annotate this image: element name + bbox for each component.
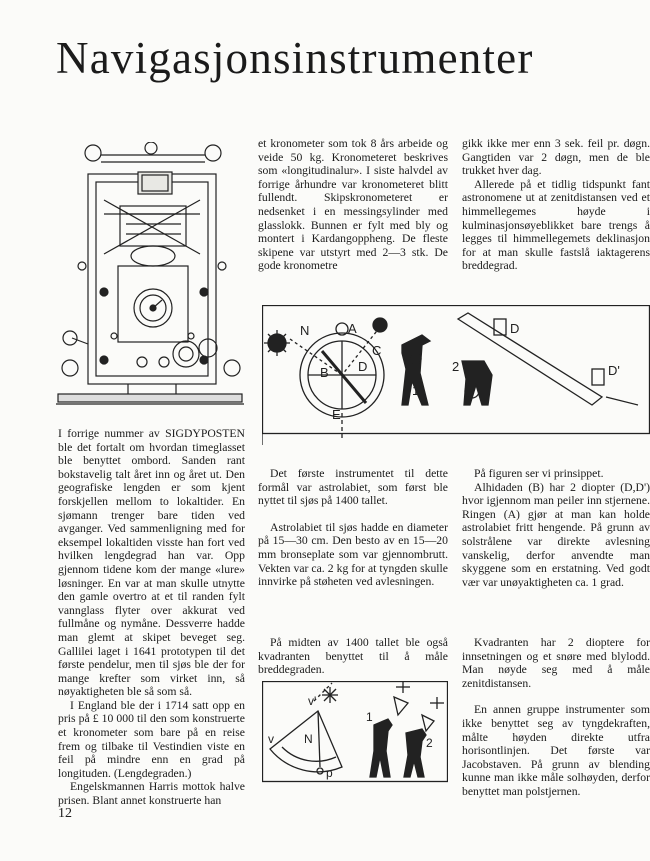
- star-icon: [322, 687, 338, 703]
- figure-label: v': [308, 694, 317, 708]
- text-column-3-low: [462, 636, 650, 799]
- paragraph: Det første instrumentet til dette formål var astrolabiet, som først ble nyttet til sjøs på 1400 tallet.: [258, 467, 448, 508]
- paragraph: På midten av 1400 tallet ble også kvadranten benyttet til å måle breddegraden.: [258, 636, 448, 677]
- text-column-3-mid: [462, 467, 650, 589]
- paragraph: Engelskmannen Harris mottok halve prisen. Blant annet konstruerte han: [58, 780, 245, 808]
- figure-label: D: [510, 321, 520, 336]
- figure-label: D': [608, 363, 620, 378]
- figure-label: N: [300, 323, 310, 338]
- star-icon: [430, 697, 444, 709]
- text-column-2-top: [258, 137, 448, 273]
- text-column-3-top: [462, 137, 650, 273]
- chronometer-illustration: [56, 142, 244, 408]
- paragraph: gikk ikke mer enn 3 sek. feil pr. døgn. Gangtiden var 2 døgn, men de ble trukket hver dag.: [462, 137, 650, 178]
- figure-label: 2: [452, 359, 460, 374]
- figure-label: 1: [366, 710, 373, 724]
- paragraph: Allerede på et tidlig tidspunkt fant astronomene ut at zenitdistansen ved et himmellegemes høyde i kulminasjonsøyeblikket bare trengs å legges til himmellegemets deklinasjon for at man skulle fastslå iaktagerens breddegrad.: [462, 177, 650, 273]
- figure-label: N: [304, 732, 313, 746]
- text-column-2-mid: [258, 467, 448, 589]
- star-icon: [396, 681, 410, 693]
- paragraph: et kronometer som tok 8 års arbeide og veide 50 kg. Kronometeret beskrives som «longitudinalur». I siste halvdel av forrige århundre var kronometeret blitt fullendt. Skipskronometeret er nedsenket i en messingsylinder med glasslokk. Bunnen er fylt med bly og montert i Kardangoppheng. De fleste skipene var utstyrt med 2—3 stk. De gode kronometre: [258, 137, 448, 273]
- figure-label: A: [348, 321, 357, 336]
- page-title: Navigasjonsinstrumenter: [56, 33, 534, 83]
- figure-label: v: [268, 732, 274, 746]
- figure-label: 2: [426, 736, 433, 750]
- figure-label: D: [358, 359, 368, 374]
- figure-label: C: [372, 343, 382, 358]
- quadrant-figure: [262, 681, 448, 785]
- moon-icon: [373, 318, 387, 332]
- figure-label: B: [320, 365, 329, 380]
- paragraph: Astrolabiet til sjøs hadde en diameter på 15—30 cm. Den besto av en 15—20 mm bronseplate som var gjennombrutt. Vekten var ca. 2 kg for at tyngden skulle innvirke på støheten ved avlesningen.: [258, 520, 448, 589]
- paragraph: Kvadranten har 2 dioptere for innsetningen og et snøre med blylodd. Man nøyde seg med å måle zenitdistansen.: [462, 636, 650, 690]
- figure-label: 1: [412, 383, 420, 398]
- paragraph: I forrige nummer av SIGDYPOSTEN ble det fortalt om hvordan timeglasset ble benyttet ombord. Sanden rant bokstavelig talt året inn og året ut. Den geografiske lengden er som kjent forskjellen mellom to lokaltider. En sjømann trenger bare tiden ved avganger. Ved sammenligning med for eksempel lokaltiden visste han fort ved hvilken lengdegrad han var. Opp gjennom tidene kom der mange «lure» løsninger. En var at man skulle utnytte den gamle overtro at et til randen fylt vannglass flyter over akkurat ved fullmåne og nymåne. Dessverre hadde man glemt at skipet beveget seg. Gallilei laget i 1641 prototypen til det første pendelur, men til sjøs ble der for mange krefter som virket inn, så nøyaktigheten ble så som så.: [58, 427, 245, 699]
- text-column-1: [58, 427, 245, 808]
- paragraph: Alhidaden (B) har 2 diopter (D,D') hvor igjennom man peiler inn stjernene. Ringen (A) gjør at man kan holde astrolabiet fritt hengende. På grunn av solstrålene var direkte avlesning vanskelig, derfor anvendte man skyggene som en erstatning. Ved godt vær var unøyaktigheten ca. 1 grad.: [462, 480, 650, 589]
- paragraph: I England ble der i 1714 satt opp en pris på £ 10 000 til den som konstruerte et kronometer som bare på en reise frem og tilbake til Vestindien viste en feil på mindre enn en grad på longituden. (Lengdegraden.): [58, 698, 245, 780]
- text-column-2-low: [258, 636, 448, 677]
- page-number: 12: [58, 806, 72, 821]
- figure-label: p: [326, 766, 333, 780]
- astrolabe-figure: [262, 305, 650, 445]
- paragraph: En annen gruppe instrumenter som ikke benyttet seg av tyngdekraften, målte høyden direkte utfra horisontlinjen. Det første var Jacobstaven. På grunn av blending kunne man ikke måle solhøyden, derfor benyttet man polstjernen.: [462, 703, 650, 798]
- paragraph: På figuren ser vi prinsippet.: [474, 467, 604, 480]
- figure-label: E: [332, 407, 341, 422]
